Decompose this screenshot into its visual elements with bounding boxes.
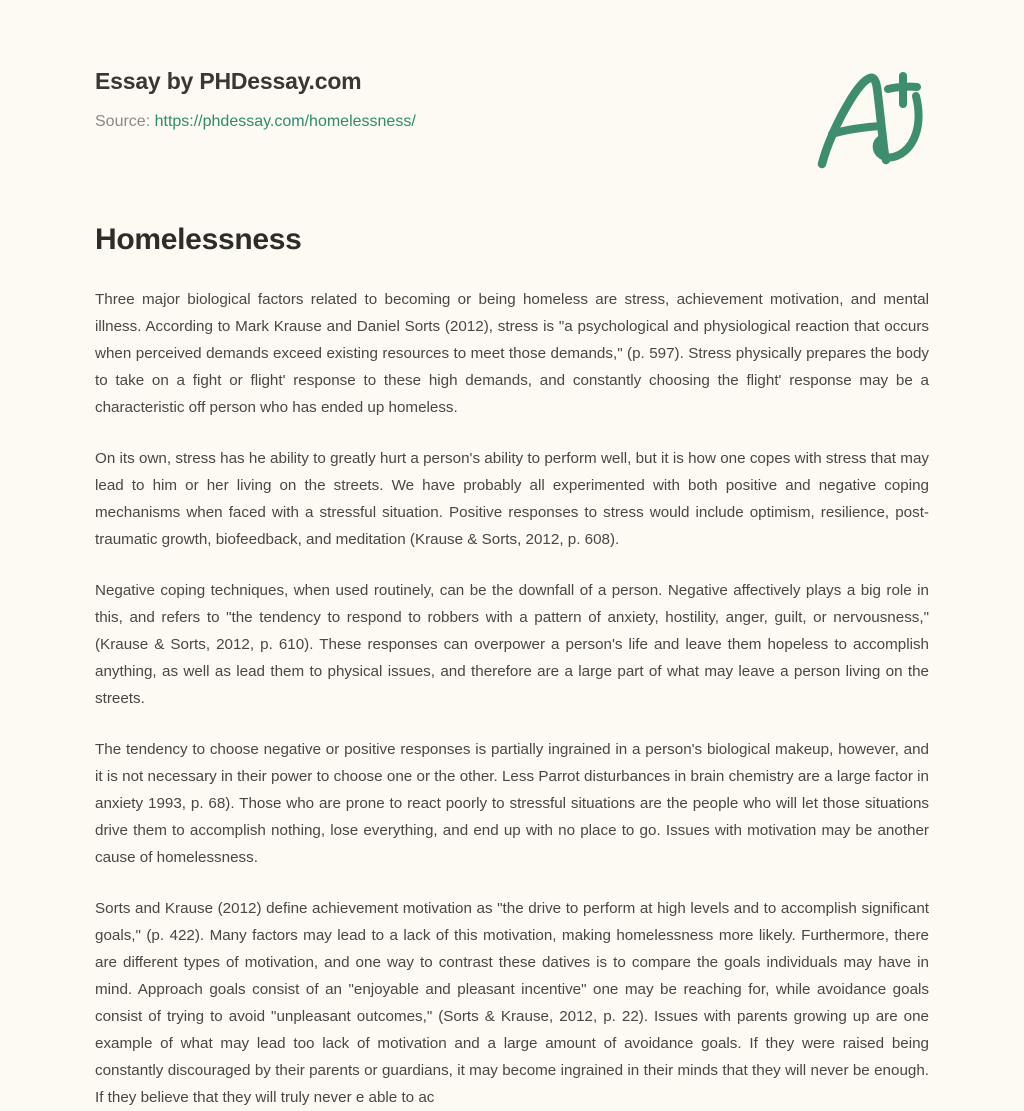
page-header [95,66,935,133]
essay-body [95,286,929,1111]
source-label: Source: [95,113,151,130]
source-url-link[interactable]: https://phdessay.com/homelessness/ [154,113,416,130]
essay-paragraph: Three major biological factors related to becoming or being homeless are stress, achievement motivation, and mental illness. According to Mark Krause and Daniel Sorts (2012), stress is "a psychological and physiological reaction that occurs when perceived demands exceed existing resources to meet those demands," (p. 597). Stress physically prepares the body to take on a fight or flight' response to these high demands, and constantly choosing the flight' response may be a characteristic off person who has ended up homeless. [95,291,929,416]
a-plus-logo [812,66,930,170]
page-title: Homelessness [95,223,302,256]
source-line [95,111,935,133]
essay-paragraph: Negative coping techniques, when used routinely, can be the downfall of a person. Negative affectively plays a big role in this, and refers to "the tendency to respond to robbers with a pattern of anxiety, hostility, anger, guilt, or nervousness," (Krause & Sorts, 2012, p. 610). These responses can overpower a person's life and leave them hopeless to accomplish anything, as well as lead them to physical issues, and therefore are a large part of what may leave a person living on the streets. [95,582,929,707]
a-plus-icon [812,66,930,170]
essay-paragraph: On its own, stress has he ability to greatly hurt a person's ability to perform well, but it is how one copes with stress that may lead to him or her living on the streets. We have probably all experimented with both positive and negative coping mechanisms when faced with a stressful situation. Positive responses to stress would include optimism, resilience, post-traumatic growth, biofeedback, and meditation (Krause & Sorts, 2012, p. 608). [95,450,929,548]
essay-paragraph: The tendency to choose negative or positive responses is partially ingrained in a person's biological makeup, however, and it is not necessary in their power to choose one or the other. Less Parrot disturbances in brain chemistry are a large factor in anxiety 1993, p. 68). Those who are prone to react poorly to stressful situations are the people who will let those situations drive them to accomplish nothing, lose everything, and end up with no place to go. Issues with motivation may be another cause of homelessness. [95,741,929,866]
essay-paragraph: Sorts and Krause (2012) define achievement motivation as "the drive to perform at high levels and to accomplish significant goals," (p. 422). Many factors may lead to a lack of this motivation, making homelessness more likely. Furthermore, there are different types of motivation, and one way to contrast these datives is to compare the goals individuals may have in mind. Approach goals consist of an "enjoyable and pleasant incentive" one may be reaching for, while avoidance goals consist of trying to avoid "unpleasant outcomes," (Sorts & Krause, 2012, p. 22). Issues with parents growing up are one example of what may lead too lack of motivation and a large amount of avoidance goals. If they were raised being constantly discouraged by their parents or guardians, it may become ingrained in their minds that they will never be enough. If they believe that they will truly never e able to ac [95,900,929,1106]
brand-title: Essay by PHDessay.com [95,68,362,94]
